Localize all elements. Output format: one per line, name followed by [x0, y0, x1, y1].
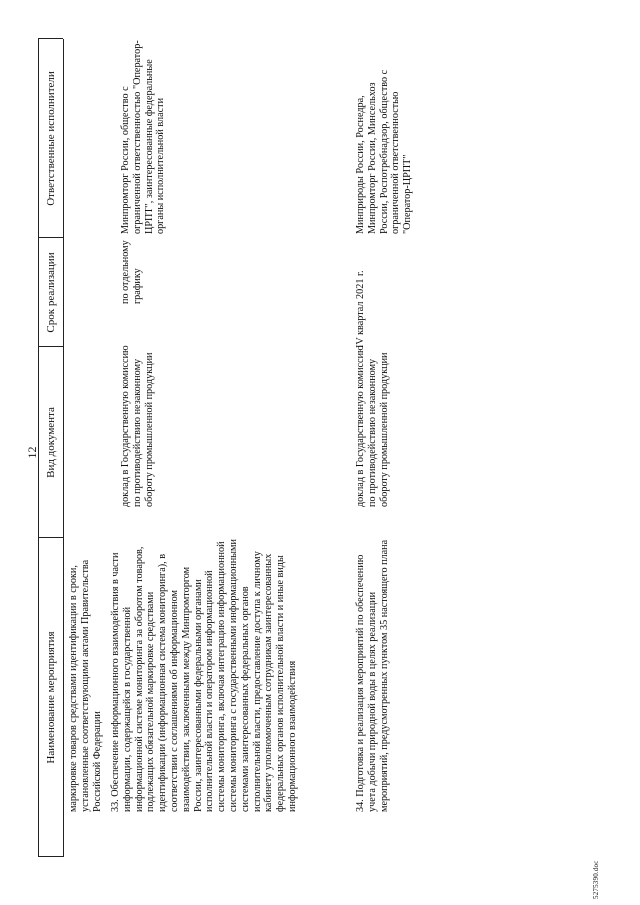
row-33-executors: Минпромторг России, общество с ограниченной ответственностью "Оператор-ЦРПТ", заинтересованные федеральные органы исполнительной власти — [120, 40, 167, 234]
row-33-term: по отдельному графику — [120, 240, 143, 304]
header-name: Наименование мероприятия — [44, 631, 57, 764]
header-term: Срок реализации — [44, 252, 57, 333]
header-divider — [63, 39, 64, 857]
doc-file-code: 5275390.doc — [592, 860, 600, 899]
row-34-name: 34. Подготовка и реализация мероприятий по обеспечению учета добычи природной воды в целях реализации мероприятий, предусмотренных пунктом 35 настоящего плана — [355, 539, 390, 812]
row-34-doc-type: доклад в Государственную комиссию по противодействию незаконному обороту промышленной продукции — [355, 345, 390, 507]
header-executors: Ответственные исполнители — [44, 71, 57, 206]
row-34-term: IV квартал 2021 г. — [355, 270, 366, 348]
continuation-text: маркировке товаров средствами идентификации в сроки, установленные соответствующими актами Правительства Российской Федерации — [68, 559, 103, 812]
row-34-executors: Минприроды России, Роснедра, Минпромторг России, Минсельхоз России, Роспотребнадзор, общество с ограниченной ответственностью "Оператор-ЦРПТ" — [355, 69, 414, 234]
row-33-name: 33. Обеспечение информационного взаимодействия в части информации, содержащейся в государственной информационной системе мониторинга за оборотом товаров, подлежащих обязательной маркировке средствами идентификации (информационная система мониторинга), в соответствии с соглашениями об информационном взаимодействии, заключенными между Минпромторгом России, заинтересованными федеральными органами исполнительной власти и оператором информационной системы мониторинга, включая интеграцию информационной системы мониторинга с государственными информационными системами заинтересованных федеральных органов исполнительной власти, предоставление доступа к личному кабинету уполномоченным сотрудникам заинтересованных федеральных органов исполнительной власти и иные виды информационного взаимодействия — [110, 539, 298, 812]
header-doc-type: Вид документа — [44, 407, 57, 478]
page-number: 12 — [25, 446, 39, 459]
row-33-doc-type: доклад в Государственную комиссию по противодействию незаконному обороту промышленной продукции — [120, 345, 155, 507]
